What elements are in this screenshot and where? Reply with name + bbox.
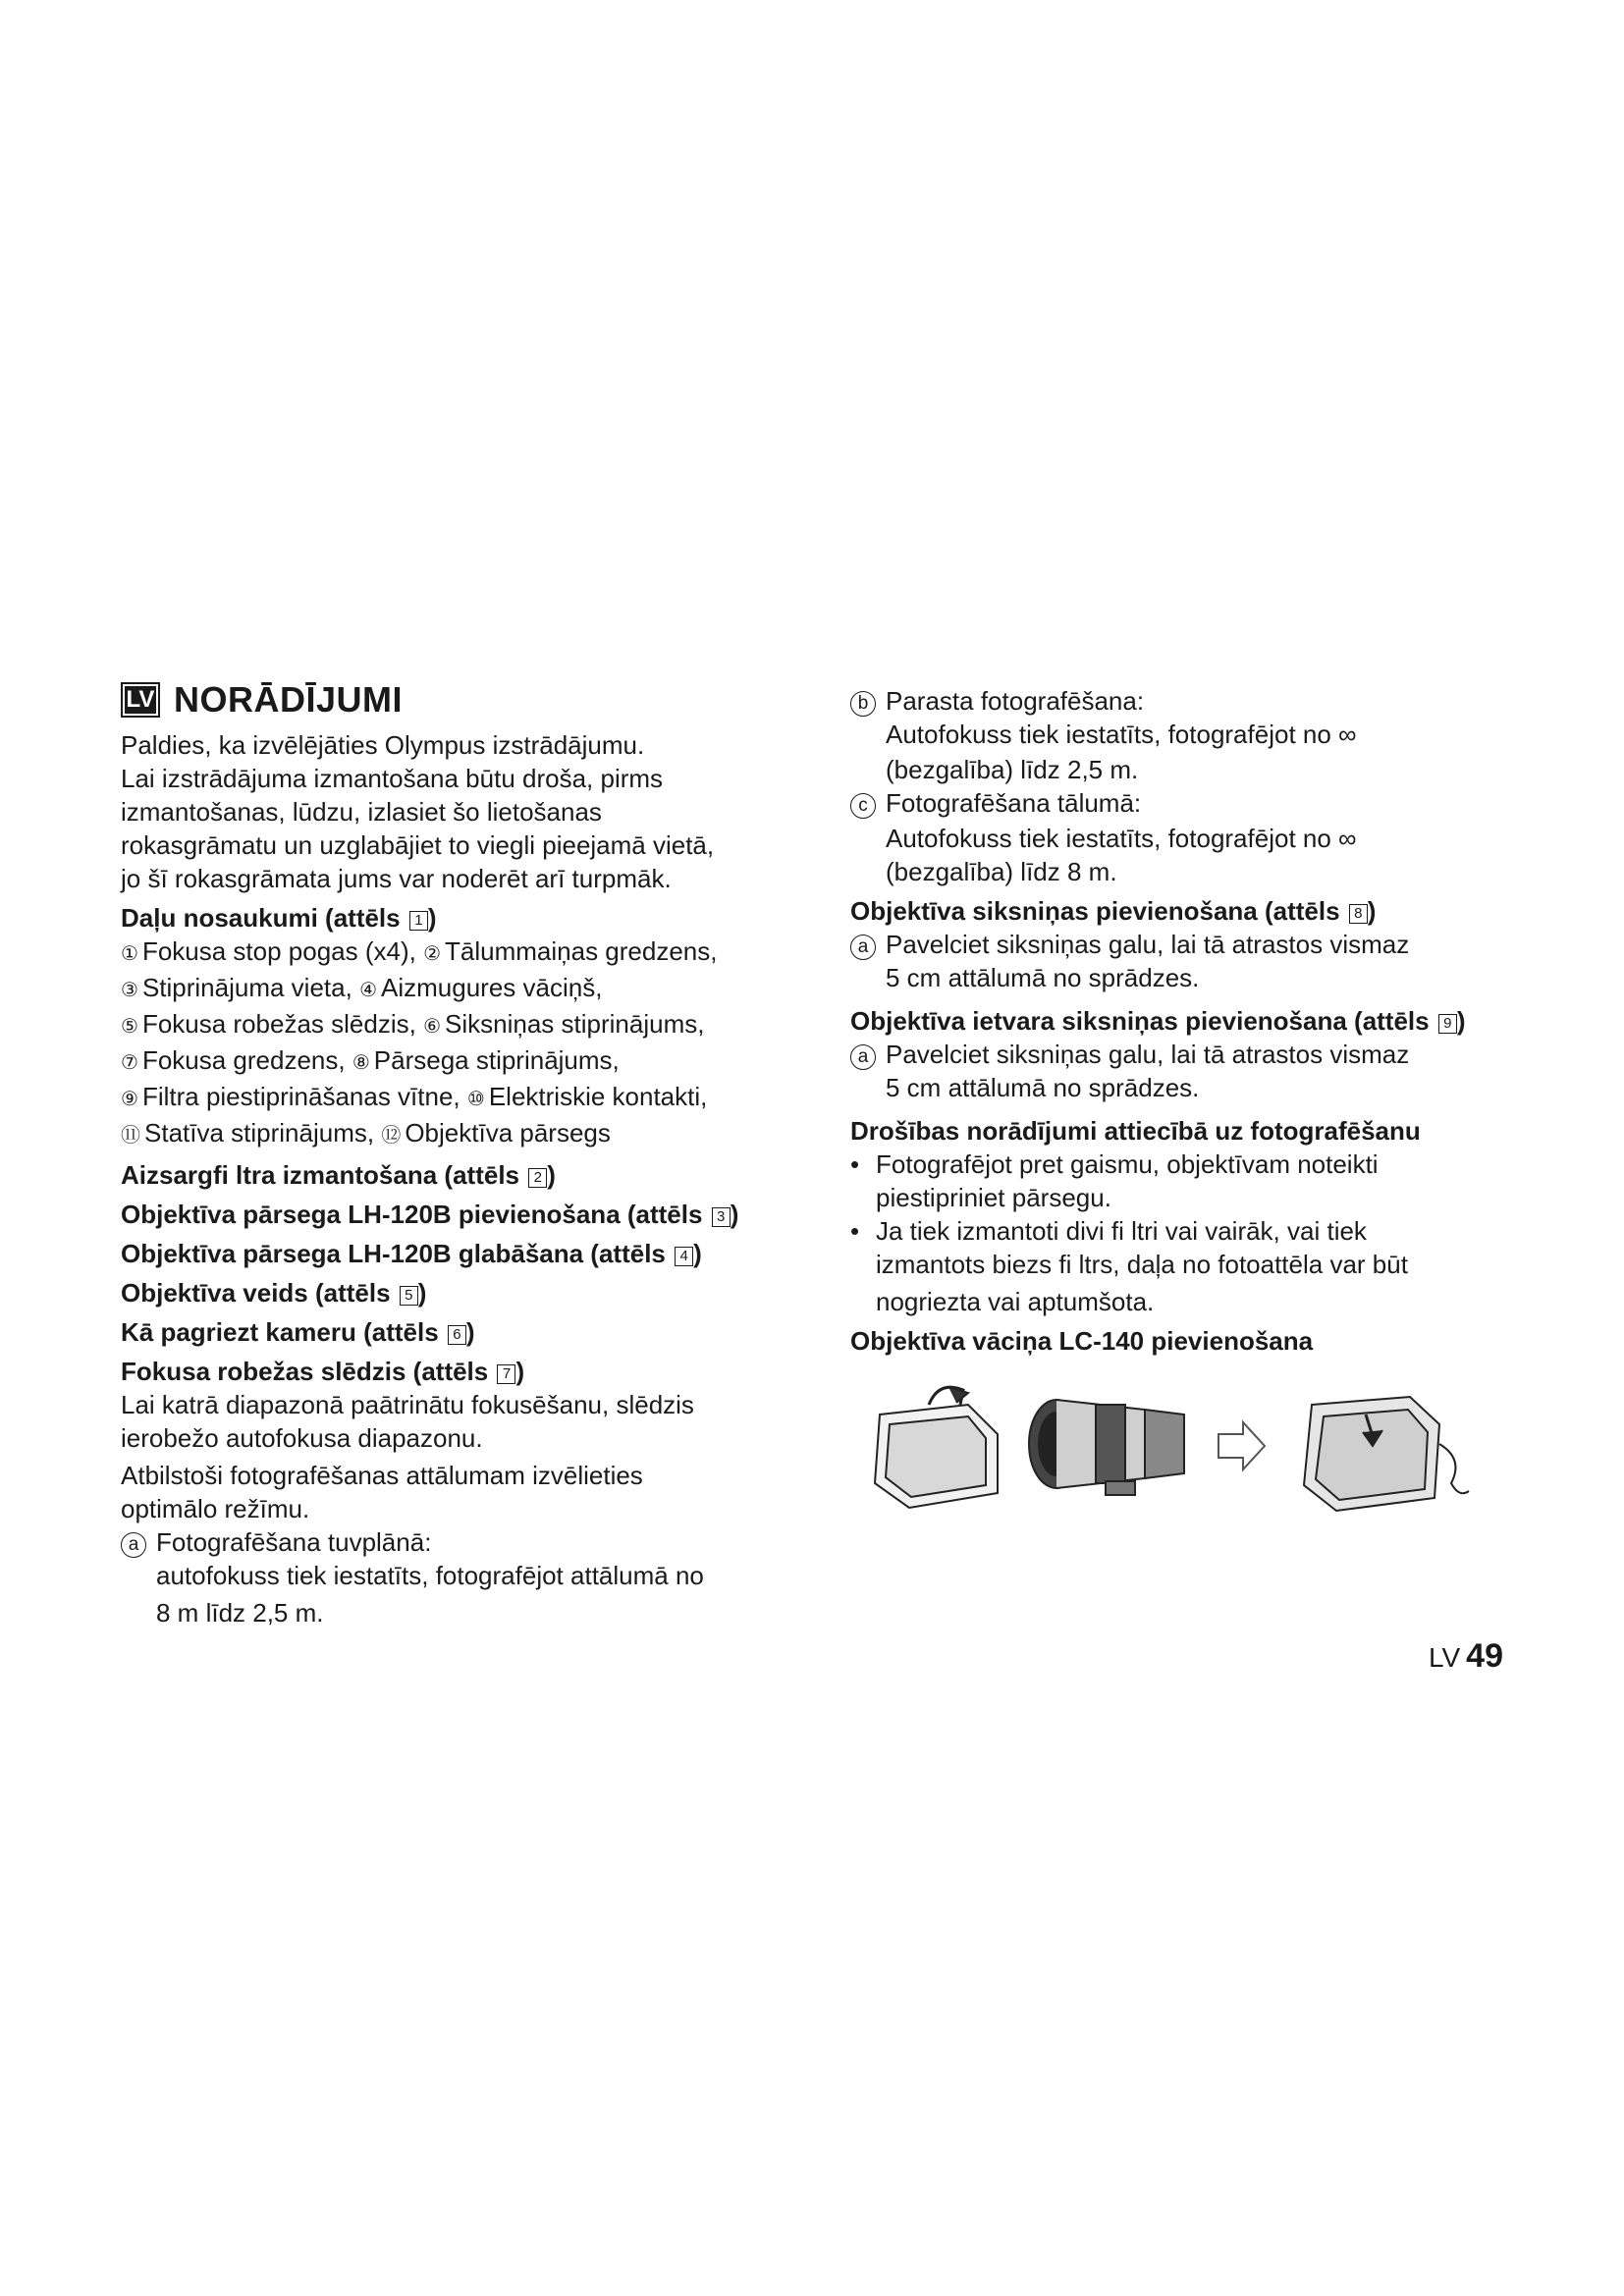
part-number: ⑧ bbox=[352, 1052, 370, 1074]
part-number: ① bbox=[121, 943, 138, 965]
list-item: • Ja tiek izmantoti divi fi ltri vai vairāk, vai tiek izmantots biezs fi ltrs, daļa no fotoattēla var būt nogriezta vai aptumšota. bbox=[850, 1216, 1408, 1316]
part-number: ⑪ bbox=[121, 1125, 140, 1147]
mode-b-text: (bezgalība) līdz 2,5 m. bbox=[886, 755, 1139, 784]
part-label: Stiprinājuma vieta, bbox=[141, 973, 352, 1002]
figure-ref: 3 bbox=[712, 1207, 731, 1227]
mode-c-label: c Fotografēšana tālumā: bbox=[850, 786, 1528, 820]
circled-letter-b: b bbox=[850, 691, 876, 717]
lang-badge: LV bbox=[121, 682, 160, 718]
parts-line bbox=[121, 1116, 798, 1152]
section-heading: Objektīva pārsega LH-120B glabāšana (attēls 4 ) bbox=[121, 1239, 702, 1268]
figure-ref: 7 bbox=[497, 1364, 515, 1384]
figure-ref: 8 bbox=[1349, 904, 1368, 924]
part-label: Pārsega stiprinājums, bbox=[373, 1045, 620, 1075]
part-label: Elektriskie kontakti, bbox=[488, 1082, 708, 1111]
part-number: ⑥ bbox=[423, 1016, 442, 1038]
focus-limit-text: Lai katrā diapazonā paātrinātu fokusēšanu, slēdzis bbox=[121, 1390, 694, 1419]
part-number: ③ bbox=[121, 980, 138, 1001]
part-label: Aizmugures vāciņš, bbox=[381, 973, 603, 1002]
lens-cap-illustration bbox=[850, 1375, 1479, 1522]
strap-heading: Objektīva siksniņas pievienošana (attēls 8 ) bbox=[850, 896, 1377, 926]
figure-ref: 9 bbox=[1438, 1014, 1457, 1034]
page-number: LV 49 bbox=[1429, 1637, 1503, 1675]
intro-line: jo šī rokasgrāmata jums var noderēt arī turpmāk. bbox=[121, 864, 672, 893]
intro-line: Lai izstrādājuma izmantošana būtu droša, pirms bbox=[121, 764, 664, 793]
focus-limit-text: ierobežo autofokusa diapazonu. bbox=[121, 1423, 483, 1453]
figure-ref: 5 bbox=[400, 1286, 418, 1306]
mode-c-text: Autofokuss tiek iestatīts, fotografējot no ∞ bbox=[886, 824, 1357, 853]
safety-list bbox=[850, 1148, 1528, 1318]
lens-image bbox=[1029, 1400, 1184, 1495]
circled-letter-a: a bbox=[121, 1532, 146, 1558]
part-number: ⑫ bbox=[381, 1125, 402, 1147]
circled-letter-a: a bbox=[850, 934, 876, 960]
case-strap-step: a Pavelciet siksniņas galu, lai tā atrastos vismaz bbox=[850, 1038, 1528, 1071]
part-label: Statīva stiprinājums, bbox=[144, 1118, 375, 1148]
circled-letter-a: a bbox=[850, 1044, 876, 1070]
part-label: Siksniņas stiprinājums, bbox=[445, 1009, 705, 1039]
parts-line bbox=[121, 1043, 798, 1080]
section-title bbox=[121, 679, 798, 721]
strap-step: a Pavelciet siksniņas galu, lai tā atrastos vismaz bbox=[850, 928, 1528, 961]
part-label: Fokusa robežas slēdzis, bbox=[141, 1009, 416, 1039]
part-label: Fokusa gredzens, bbox=[141, 1045, 346, 1075]
focus-limit-text: optimālo režīmu. bbox=[121, 1494, 310, 1523]
part-number: ⑤ bbox=[121, 1016, 138, 1038]
parts-line bbox=[121, 934, 798, 971]
arrow-right-icon bbox=[1218, 1422, 1265, 1469]
intro-line: rokasgrāmatu un uzglabājiet to viegli pieejamā vietā, bbox=[121, 830, 715, 860]
intro-line: Paldies, ka izvēlējāties Olympus izstrādājumu. bbox=[121, 730, 645, 760]
figure-ref: 6 bbox=[448, 1325, 466, 1345]
mode-b-text: Autofokuss tiek iestatīts, fotografējot no ∞ bbox=[886, 720, 1357, 749]
case-strap-heading: Objektīva ietvara siksniņas pievienošana (attēls 9 ) bbox=[850, 1006, 1466, 1036]
cap-bag-open-image bbox=[875, 1387, 998, 1508]
safety-heading: Drošības norādījumi attiecībā uz fotografēšanu bbox=[850, 1116, 1421, 1146]
circled-letter-c: c bbox=[850, 793, 876, 819]
part-number: ⑦ bbox=[121, 1052, 138, 1074]
case-strap-step-cont: 5 cm attālumā no sprādzes. bbox=[886, 1073, 1200, 1102]
mode-c-text: (bezgalība) līdz 8 m. bbox=[886, 857, 1117, 886]
section-heading: Objektīva veids (attēls 5 ) bbox=[121, 1278, 427, 1308]
intro-paragraph bbox=[121, 728, 798, 895]
part-number: ④ bbox=[359, 980, 377, 1001]
strap-step-cont: 5 cm attālumā no sprādzes. bbox=[886, 963, 1200, 992]
list-item: • Fotografējot pret gaismu, objektīvam noteikti piestipriniet pārsegu. bbox=[850, 1149, 1379, 1212]
section-heading: Kā pagriezt kameru (attēls 6 ) bbox=[121, 1317, 475, 1347]
part-label: Filtra piestiprināšanas vītne, bbox=[141, 1082, 460, 1111]
part-label: Objektīva pārsegs bbox=[405, 1118, 611, 1148]
focus-limit-heading: Fokusa robežas slēdzis (attēls 7 ) bbox=[121, 1357, 525, 1386]
parts-line bbox=[121, 1007, 798, 1043]
focus-limit-text: Atbilstoši fotografēšanas attālumam izvēlieties bbox=[121, 1461, 643, 1490]
part-number: ② bbox=[423, 943, 442, 965]
figure-ref: 1 bbox=[409, 911, 428, 931]
figure-ref: 4 bbox=[675, 1247, 693, 1266]
parts-heading: Daļu nosaukumi (attēls 1 ) bbox=[121, 903, 437, 933]
part-label: Tālummaiņas gredzens, bbox=[445, 936, 718, 966]
cap-bag-closed-image bbox=[1304, 1397, 1469, 1511]
mode-a-label: a Fotografēšana tuvplānā: bbox=[121, 1525, 798, 1559]
parts-list bbox=[121, 934, 798, 1152]
page-title: NORĀDĪJUMI bbox=[174, 679, 404, 720]
mode-a-text: 8 m līdz 2,5 m. bbox=[156, 1598, 324, 1628]
right-column bbox=[850, 684, 1528, 1527]
section-heading: Objektīva pārsega LH-120B pievienošana (attēls 3 ) bbox=[121, 1200, 739, 1229]
figure-ref: 2 bbox=[528, 1168, 547, 1188]
section-heading: Aizsargfi ltra izmantošana (attēls 2 ) bbox=[121, 1160, 556, 1190]
left-column bbox=[121, 679, 798, 1629]
mode-a-text: autofokuss tiek iestatīts, fotografējot attālumā no bbox=[156, 1561, 704, 1590]
parts-line bbox=[121, 1080, 798, 1116]
part-label: Fokusa stop pogas (x4), bbox=[141, 936, 416, 966]
part-number: ⑨ bbox=[121, 1089, 138, 1110]
part-number: ⑩ bbox=[466, 1089, 485, 1110]
intro-line: izmantošanas, lūdzu, izlasiet šo lietošanas bbox=[121, 797, 602, 827]
left-headings bbox=[121, 1158, 798, 1349]
mode-b-label: b Parasta fotografēšana: bbox=[850, 684, 1528, 718]
cap-heading: Objektīva vāciņa LC-140 pievienošana bbox=[850, 1326, 1314, 1356]
parts-line bbox=[121, 971, 798, 1007]
